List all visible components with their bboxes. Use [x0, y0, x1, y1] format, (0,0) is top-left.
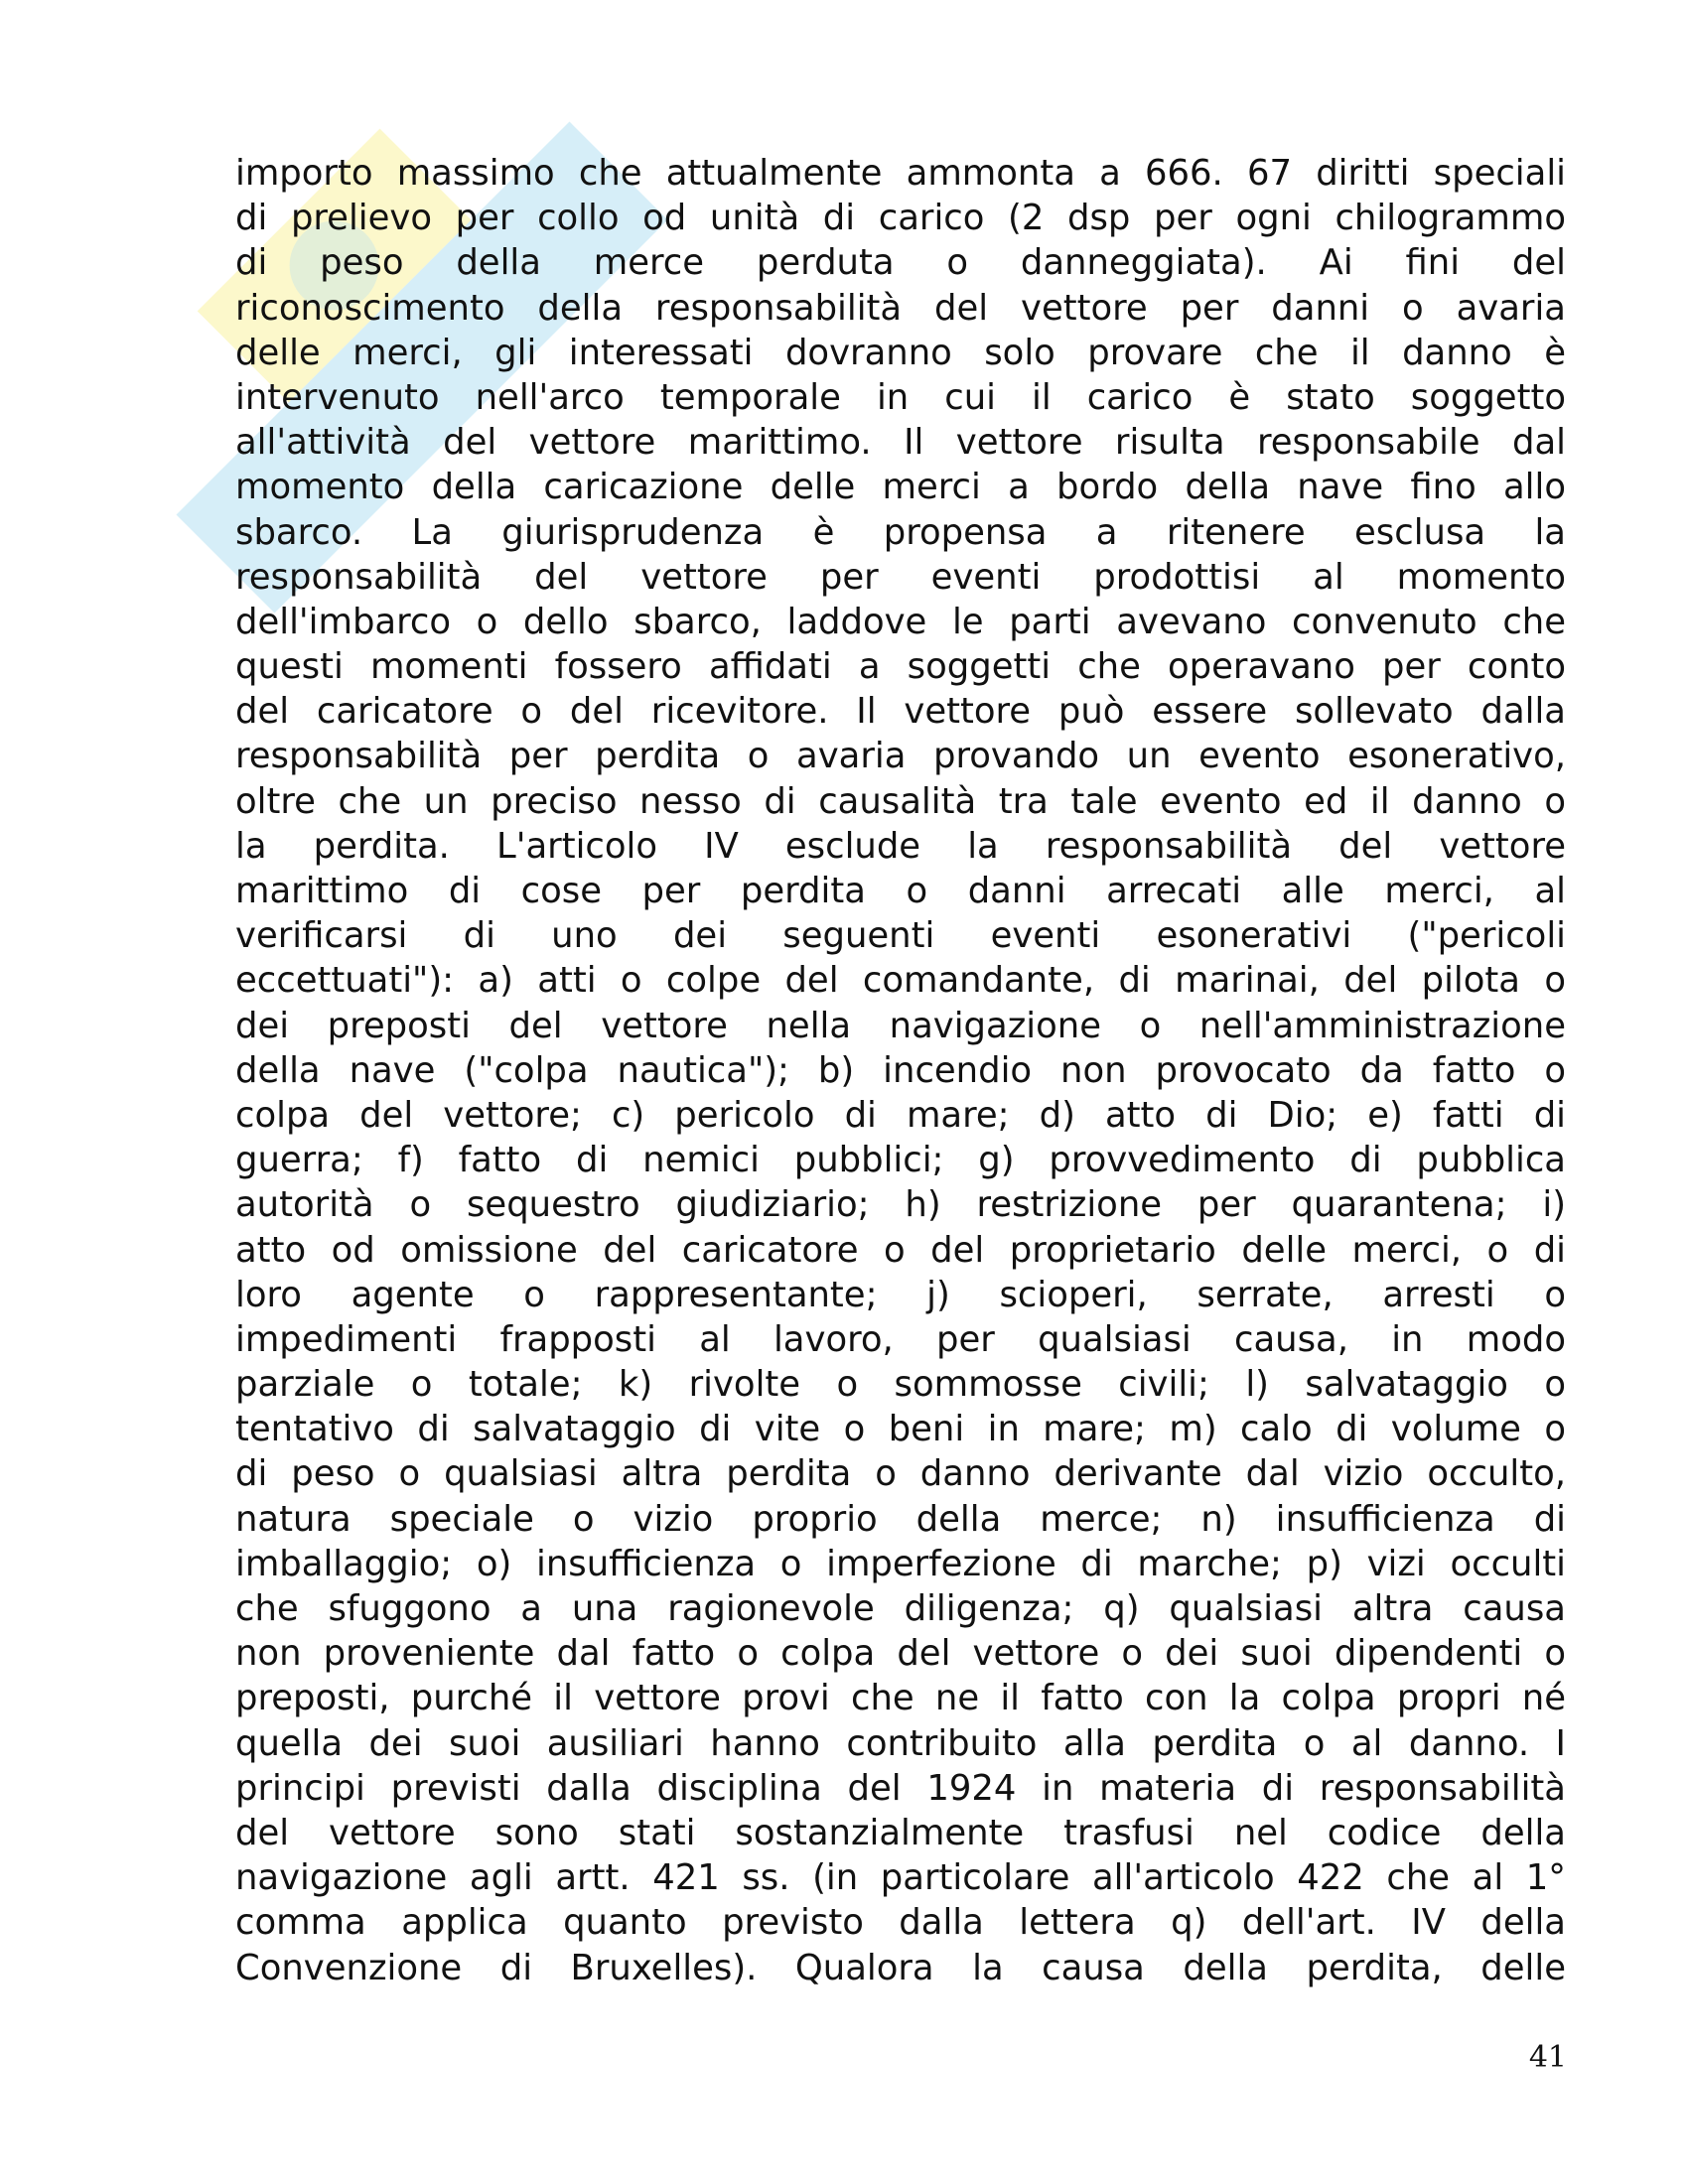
text-line: momento della caricazione delle merci a bordo della nave fino allo	[235, 467, 1566, 508]
text-line: responsabilità del vettore per eventi prodottisi al momento	[235, 556, 1566, 598]
text-line: atto od omissione del caricatore o del proprietario delle merci, o di	[235, 1229, 1566, 1271]
text-line: tentativo di salvataggio di vite o beni in mare; m) calo di volume o	[235, 1409, 1566, 1450]
text-line: sbarco. La giurisprudenza è propensa a ritenere esclusa la	[235, 511, 1566, 553]
text-line: intervenuto nell'arco temporale in cui il carico è stato soggetto	[235, 376, 1566, 418]
text-line: navigazione agli artt. 421 ss. (in particolare all'articolo 422 che al 1°	[235, 1857, 1566, 1899]
text-line: principi previsti dalla disciplina del 1924 in materia di responsabilità	[235, 1767, 1566, 1809]
text-line: all'attività del vettore marittimo. Il vettore risulta responsabile dal	[235, 422, 1566, 464]
page-number: 41	[1528, 2040, 1567, 2075]
text-line: questi momenti fossero affidati a soggetti che operavano per conto	[235, 646, 1566, 688]
text-line: del vettore sono stati sostanzialmente trasfusi nel codice della	[235, 1812, 1566, 1853]
text-line: del caricatore o del ricevitore. Il vettore può essere sollevato dalla	[235, 691, 1566, 733]
text-line: della nave ("colpa nautica"); b) incendio non provocato da fatto o	[235, 1049, 1566, 1091]
text-line: riconoscimento della responsabilità del vettore per danni o avaria	[235, 287, 1566, 329]
text-line: verificarsi di uno dei seguenti eventi esonerativi ("pericoli	[235, 915, 1566, 957]
text-line: guerra; f) fatto di nemici pubblici; g) provvedimento di pubblica	[235, 1140, 1566, 1181]
text-line: dell'imbarco o dello sbarco, laddove le parti avevano convenuto che	[235, 601, 1566, 642]
text-line: preposti, purché il vettore provi che ne il fatto con la colpa propri né	[235, 1678, 1566, 1719]
text-line: parziale o totale; k) rivolte o sommosse civili; l) salvataggio o	[235, 1364, 1566, 1406]
text-line: dei preposti del vettore nella navigazione o nell'amministrazione	[235, 1005, 1566, 1046]
text-line: la perdita. L'articolo IV esclude la responsabilità del vettore	[235, 825, 1566, 867]
text-line: oltre che un preciso nesso di causalità tra tale evento ed il danno o	[235, 780, 1566, 822]
text-line: eccettuati"): a) atti o colpe del comandante, di marinai, del pilota o	[235, 960, 1566, 1002]
text-line: di peso della merce perduta o danneggiata). Ai fini del	[235, 242, 1566, 284]
text-line: quella dei suoi ausiliari hanno contribuito alla perdita o al danno. I	[235, 1722, 1566, 1764]
text-line: che sfuggono a una ragionevole diligenza; q) qualsiasi altra causa	[235, 1588, 1566, 1629]
text-line: imballaggio; o) insufficienza o imperfezione di marche; p) vizi occulti	[235, 1543, 1566, 1584]
text-line: non proveniente dal fatto o colpa del vettore o dei suoi dipendenti o	[235, 1633, 1566, 1675]
text-line: Convenzione di Bruxelles). Qualora la causa della perdita, delle	[235, 1947, 1566, 1988]
text-line: comma applica quanto previsto dalla lettera q) dell'art. IV della	[235, 1902, 1566, 1944]
text-line: di prelievo per collo od unità di carico (2 dsp per ogni chilogrammo	[235, 198, 1566, 239]
text-line: natura speciale o vizio proprio della merce; n) insufficienza di	[235, 1498, 1566, 1540]
text-line: responsabilità per perdita o avaria provando un evento esonerativo,	[235, 736, 1566, 777]
text-line: di peso o qualsiasi altra perdita o danno derivante dal vizio occulto,	[235, 1453, 1566, 1495]
document-body	[235, 151, 1566, 1990]
text-line: importo massimo che attualmente ammonta a 666. 67 diritti speciali	[235, 153, 1566, 194]
text-line: marittimo di cose per perdita o danni arrecati alle merci, al	[235, 871, 1566, 911]
text-line: colpa del vettore; c) pericolo di mare; d) atto di Dio; e) fatti di	[235, 1094, 1566, 1136]
text-line: impedimenti frapposti al lavoro, per qualsiasi causa, in modo	[235, 1318, 1566, 1360]
text-line: delle merci, gli interessati dovranno solo provare che il danno è	[235, 332, 1566, 373]
text-line: autorità o sequestro giudiziario; h) restrizione per quarantena; i)	[235, 1184, 1566, 1226]
text-line: loro agente o rappresentante; j) scioperi, serrate, arresti o	[235, 1274, 1566, 1315]
